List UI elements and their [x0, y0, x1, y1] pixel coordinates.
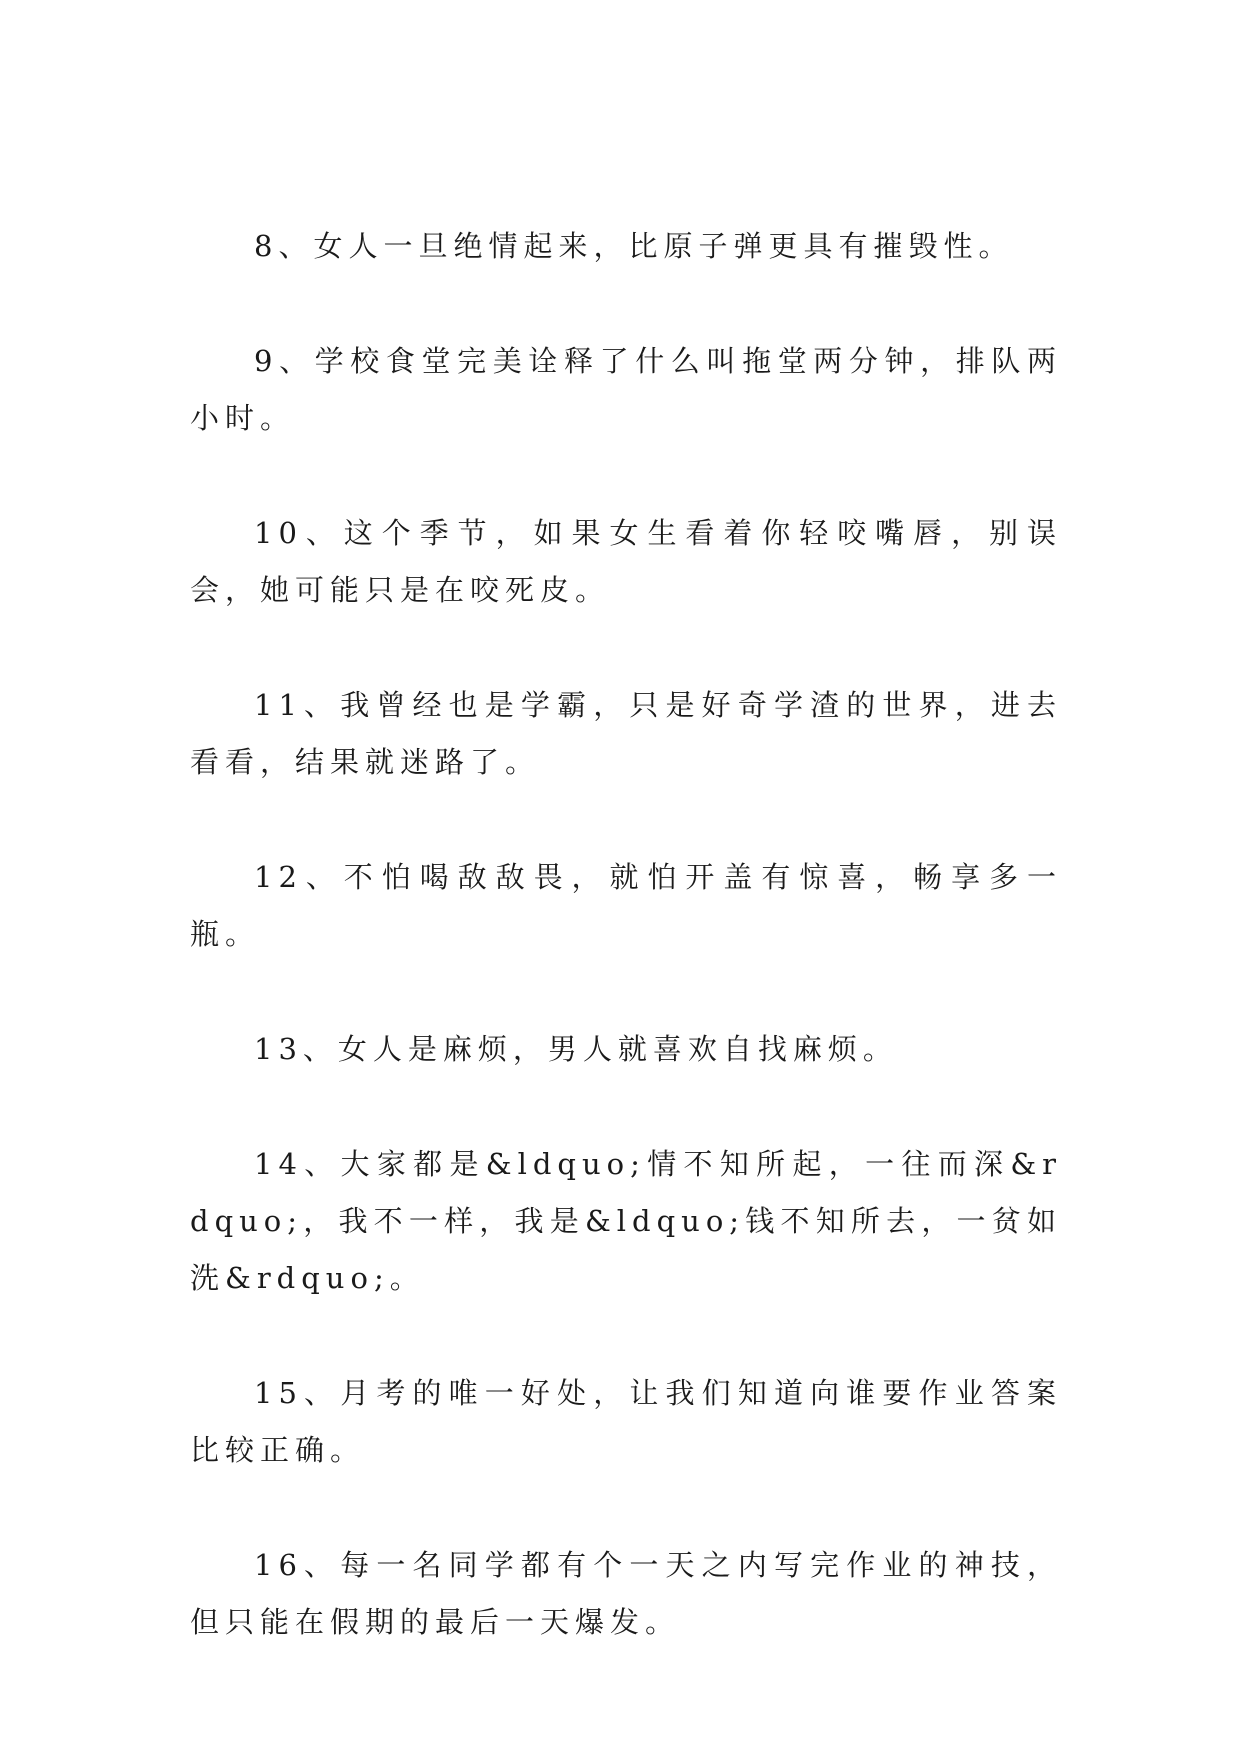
document-body — [190, 218, 1062, 1651]
paragraph-9: 9、学校食堂完美诠释了什么叫拖堂两分钟，排队两小时。 — [190, 344, 1062, 435]
paragraph-10: 10、这个季节，如果女生看着你轻咬嘴唇，别误会，她可能只是在咬死皮。 — [190, 516, 1062, 607]
paragraph-13: 13、女人是麻烦，男人就喜欢自找麻烦。 — [254, 1032, 898, 1066]
paragraph-11: 11、我曾经也是学霸，只是好奇学渣的世界，进去看看，结果就迷路了。 — [190, 688, 1062, 779]
paragraph-14: 14、大家都是&ldquo;情不知所起，一往而深&rdquo;，我不一样，我是&ldquo;钱不知所去，一贫如洗&rdquo;。 — [190, 1147, 1062, 1295]
paragraph-16: 16、每一名同学都有个一天之内写完作业的神技，但只能在假期的最后一天爆发。 — [190, 1548, 1062, 1639]
paragraph-8: 8、女人一旦绝情起来，比原子弹更具有摧毁性。 — [254, 229, 1014, 263]
paragraph-15: 15、月考的唯一好处，让我们知道向谁要作业答案比较正确。 — [190, 1376, 1062, 1467]
paragraph-12: 12、不怕喝敌敌畏，就怕开盖有惊喜，畅享多一瓶。 — [190, 860, 1062, 951]
